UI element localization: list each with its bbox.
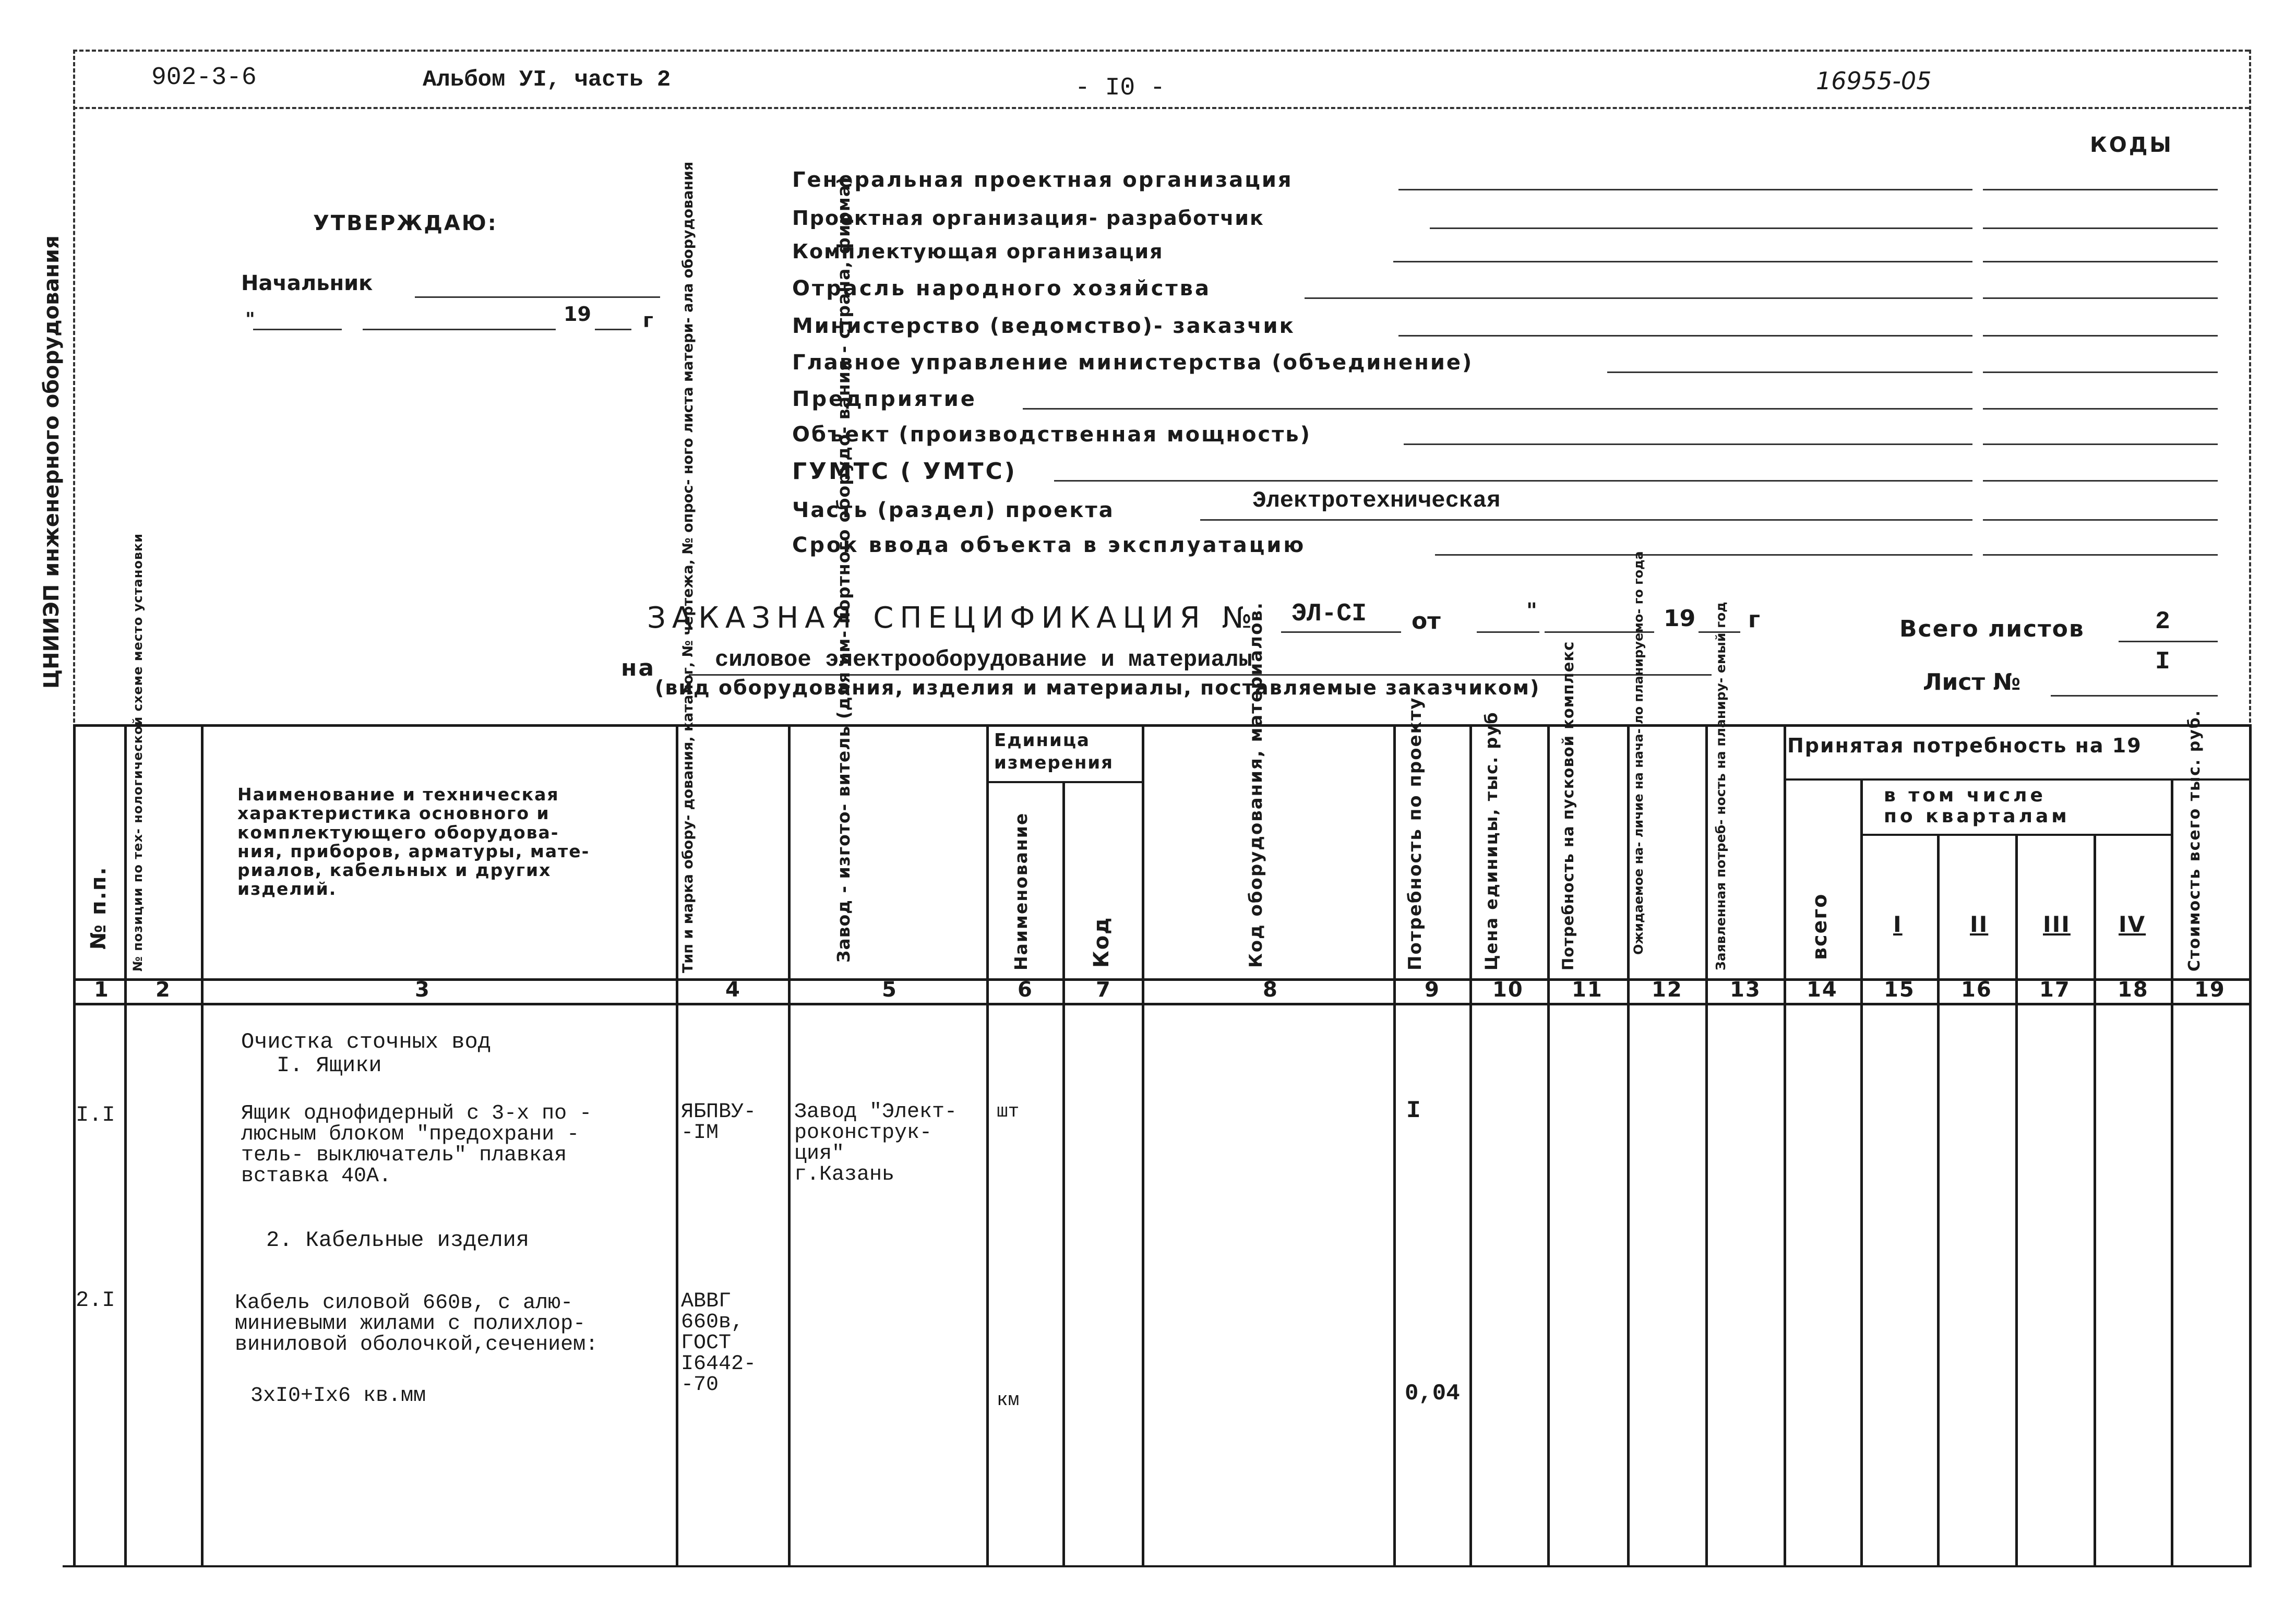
chief-signature-line: [415, 296, 660, 298]
col-line-7: [1142, 724, 1144, 1566]
header-c17: III: [2043, 912, 2071, 937]
spec-subject: силовое электрооборудование и материалы: [715, 647, 1252, 673]
row-1-qty: I: [1406, 1097, 1421, 1124]
col-number-6: 6: [1018, 978, 1033, 1002]
org-line-10-blank: [1435, 554, 1972, 556]
col-number-10: 10: [1492, 978, 1524, 1002]
header-c9: Потребность по проекту: [1405, 697, 1426, 970]
section-main: Очистка сточных вод: [241, 1029, 491, 1054]
col-number-11: 11: [1572, 978, 1603, 1002]
part-value: Электротехническая: [1252, 488, 1501, 514]
header-c15: I: [1893, 912, 1903, 937]
page-number: - I0 -: [1075, 74, 1165, 102]
header-c12: Ожидаемое на- личие на нача- ло планируемо- го года: [1631, 551, 1646, 955]
spec-number-line: [1281, 631, 1401, 633]
spec-ot: от: [1412, 608, 1441, 634]
approval-day-line: [253, 329, 342, 330]
col-number-13: 13: [1730, 978, 1761, 1002]
sheet-line: [2051, 695, 2218, 697]
org-line-5: Главное управление министерства (объединение): [792, 351, 1474, 375]
col-line-11: [1627, 724, 1630, 1566]
org-line-4: Министерство (ведомство)- заказчик: [792, 314, 1295, 338]
frame-left: [73, 50, 75, 723]
header-c6: Наименование: [1011, 812, 1031, 970]
col-number-4: 4: [725, 978, 741, 1002]
org-code-3: [1983, 297, 2218, 299]
sheet-value: I: [2155, 648, 2170, 676]
col-line-18: [2171, 778, 2173, 1566]
header-c13: Заявленная потреб- ность на планиру- емый год: [1713, 602, 1728, 970]
spec-day-line: [1477, 631, 1539, 633]
org-line-9-blank: [1200, 519, 1972, 521]
header-c2: № позиции по тех- нологической схеме место установки: [130, 533, 145, 972]
col-number-12: 12: [1652, 978, 1683, 1002]
sheet-label: Лист №: [1923, 669, 2021, 695]
org-code-9: [1983, 519, 2218, 521]
org-code-7: [1983, 443, 2218, 445]
org-line-4-blank: [1398, 335, 1972, 337]
org-line-3: Отрасль народного хозяйства: [792, 277, 1211, 301]
row-1-unit: шт: [997, 1101, 1020, 1122]
org-code-4: [1983, 335, 2218, 337]
spec-title: ЗАКАЗНАЯ СПЕЦИФИКАЦИЯ №: [647, 601, 1259, 635]
col-number-9: 9: [1425, 978, 1440, 1002]
approval-chief: Начальник: [241, 271, 373, 295]
row-1-type: ЯБПВУ- -IМ: [681, 1100, 757, 1145]
col-line-1: [124, 724, 127, 1566]
row-1-name: Ящик однофидерный с 3-х по - люсным блоком "предохрани - тель- выключатель" плавкая вставка 40А.: [241, 1102, 592, 1188]
org-line-6: Предприятие: [792, 387, 977, 411]
org-line-0: Генеральная проектная организация: [792, 168, 1293, 192]
org-line-1: Проектная организация- разработчик: [792, 207, 1264, 230]
side-stamp: ЦНИИЭП инженерного оборудования: [40, 235, 64, 689]
header-c5: Завод - изгото- витель (для им- портного оборудо- вания - страна, фирма): [833, 176, 854, 963]
col-line-0: [73, 724, 76, 1566]
header-c1: № п.п.: [87, 866, 111, 950]
header-c14: всего: [1808, 893, 1831, 960]
col-line-2: [201, 724, 204, 1566]
header-c3: Наименование и техническая характеристика основного и комплектующего оборудова- ния, приборов, арматуры, мате- риалов, кабельных и других изделий.: [237, 784, 590, 900]
org-code-1: [1983, 227, 2218, 229]
table-numbers-bottom: [73, 1003, 2252, 1005]
section-2: 2. Кабельные изделия: [266, 1228, 530, 1253]
frame-top-divider: [73, 107, 2249, 109]
col-number-19: 19: [2194, 978, 2226, 1002]
org-line-10: Срок ввода объекта в эксплуатацию: [792, 533, 1306, 557]
spec-number: ЭЛ-СI: [1292, 600, 1367, 628]
col-number-1: 1: [94, 978, 110, 1002]
spec-na: на: [621, 655, 656, 681]
org-line-3-blank: [1305, 297, 1972, 299]
spec-year: 19: [1664, 605, 1696, 632]
spec-subject-note: (вид оборудования, изделия и материалы, поставляемые заказчиком): [655, 676, 1540, 699]
org-line-6-blank: [1023, 408, 1972, 410]
org-line-8-blank: [1054, 480, 1972, 482]
col-number-5: 5: [882, 978, 898, 1002]
org-line-8: ГУМТС ( УМТС): [792, 458, 1017, 485]
col-number-16: 16: [1961, 978, 1992, 1002]
header-quarters: в том числе по кварталам: [1884, 785, 2070, 827]
row-2-qty: 0,04: [1405, 1381, 1460, 1407]
header-c14-group: Принятая потребность на 19: [1787, 734, 2142, 757]
col-line-5: [986, 724, 989, 1566]
org-line-2: Комплектующая организация: [792, 240, 1164, 263]
approval-year: 19: [564, 303, 591, 326]
row-2-name: Кабель силовой 660в, с алю- миниевыми жилами с полихлор- виниловой оболочкой,сечением:: [235, 1291, 599, 1357]
spec-g: г: [1748, 606, 1760, 633]
col-line-9: [1469, 724, 1472, 1566]
frame-top: [73, 50, 2249, 52]
col-line-17: [2094, 834, 2096, 1566]
table-bottom-border: [63, 1565, 2252, 1567]
approval-month-line: [363, 329, 556, 330]
col-number-7: 7: [1096, 978, 1111, 1002]
spec-quote: ": [1526, 599, 1537, 623]
header-c18: IV: [2119, 912, 2146, 937]
header-c4: Тип и марка обору- дования, каталог, № чертежа, № опрос- ного листа матери- ала оборудования: [680, 161, 696, 973]
col-line-12: [1705, 724, 1708, 1566]
header-c10: Цена единицы, тыс. руб: [1481, 711, 1501, 970]
section-1: I. Ящики: [277, 1053, 382, 1078]
total-sheets-line: [2119, 641, 2218, 642]
org-code-10: [1983, 554, 2218, 556]
org-code-5: [1983, 371, 2218, 373]
header-c7: Код: [1090, 916, 1114, 968]
frame-right: [2249, 50, 2251, 723]
org-line-2-blank: [1393, 261, 1972, 262]
col-number-17: 17: [2039, 978, 2071, 1002]
codes-label: КОДЫ: [2090, 133, 2173, 157]
album-label: Альбом УI, часть 2: [423, 67, 671, 93]
col-number-3: 3: [415, 978, 430, 1002]
approval-title: УТВЕРЖДАЮ:: [313, 211, 498, 235]
col-line-3: [676, 724, 678, 1566]
row-1-plant: Завод "Элект- роконструк- ция" г.Казань: [794, 1100, 958, 1186]
col-line-14: [1860, 778, 1863, 1566]
row-2-unit: км: [997, 1389, 1020, 1411]
col-line-15: [1937, 834, 1940, 1566]
row-2-size: 3хI0+Iх6 кв.мм: [250, 1384, 426, 1408]
approval-year-line: [595, 329, 631, 330]
table-top-border: [73, 724, 2252, 727]
approval-quote: ": [245, 309, 255, 330]
org-code-8: [1983, 480, 2218, 482]
org-code-6: [1983, 408, 2218, 410]
table-header-bottom: [73, 978, 2252, 981]
header-c19: Стоимость всего тыс. руб.: [2185, 709, 2204, 972]
total-sheets-label: Всего листов: [1899, 616, 2085, 642]
row-1-number: I.I: [76, 1102, 115, 1128]
col-number-14: 14: [1807, 978, 1838, 1002]
document-number: 16955-05: [1816, 67, 1932, 95]
org-line-7-blank: [1404, 443, 1972, 445]
org-line-1-blank: [1430, 227, 1972, 229]
col-number-18: 18: [2118, 978, 2149, 1002]
col-line-8: [1393, 724, 1396, 1566]
header-c6-group: Единица измерения: [994, 730, 1114, 773]
col-line-6: [1062, 781, 1065, 1566]
header-c16: II: [1970, 912, 1989, 937]
total-sheets-value: 2: [2155, 608, 2170, 636]
col-line-10: [1547, 724, 1550, 1566]
row-2-type: АВВГ 660в, ГОСТ I6442- -70: [681, 1290, 757, 1397]
org-line-0-blank: [1398, 189, 1972, 190]
col-line-19: [2249, 724, 2252, 1566]
col-number-15: 15: [1884, 978, 1915, 1002]
org-line-7: Объект (производственная мощность): [792, 423, 1311, 447]
approval-g: г: [643, 309, 653, 332]
col-line-13: [1784, 724, 1786, 1566]
col-number-2: 2: [156, 978, 171, 1002]
row-2-number: 2.I: [76, 1288, 115, 1313]
org-code-2: [1983, 261, 2218, 262]
col-number-8: 8: [1263, 978, 1278, 1002]
org-line-5-blank: [1607, 371, 1972, 373]
col-line-4: [788, 724, 791, 1566]
accepted-group-line: [1784, 778, 2252, 781]
org-code-0: [1983, 189, 2218, 190]
org-line-9: Часть (раздел) проекта: [792, 498, 1115, 522]
col-line-16: [2015, 834, 2018, 1566]
series-number: 902-3-6: [151, 64, 257, 92]
header-c8: Код оборудования, материалов.: [1246, 602, 1266, 968]
header-c11: Потребность на пусковой комплекс: [1559, 641, 1577, 970]
